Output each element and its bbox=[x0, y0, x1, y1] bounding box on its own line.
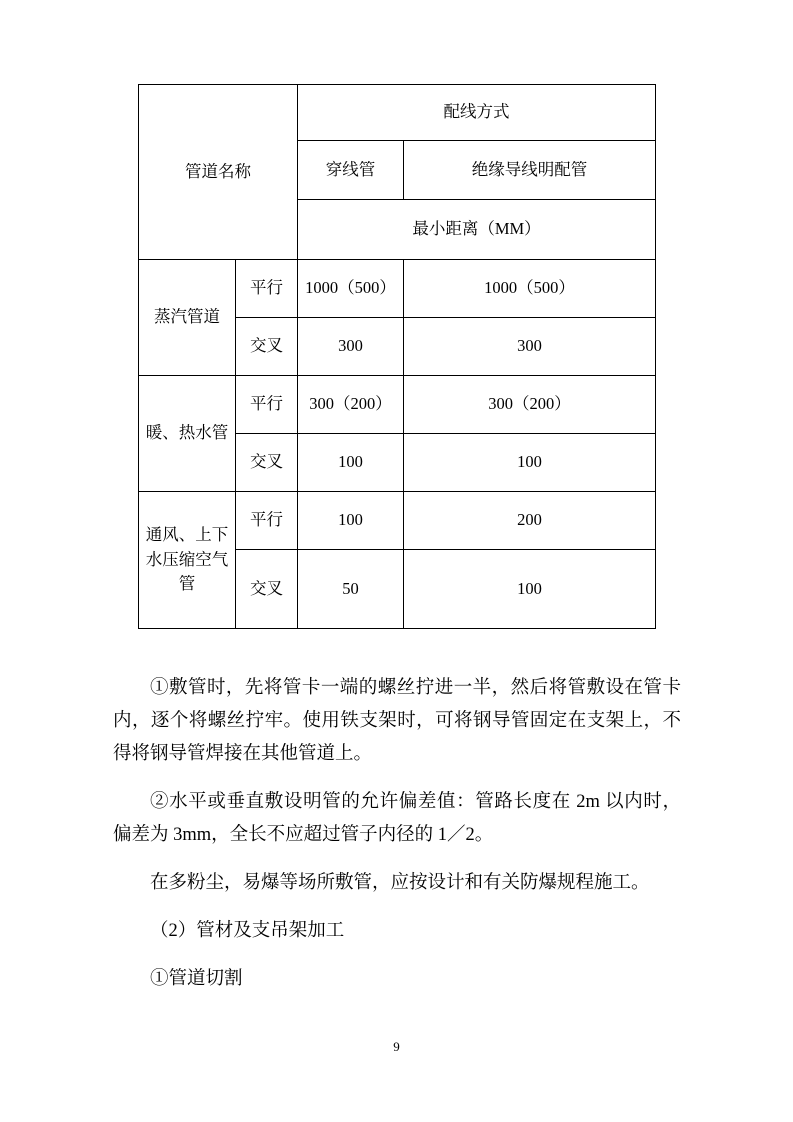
row-label: 平行 bbox=[236, 376, 298, 434]
header-pipe-name: 管道名称 bbox=[139, 85, 298, 260]
cell-value: 300（200） bbox=[298, 376, 404, 434]
header-insulated: 绝缘导线明配管 bbox=[404, 141, 656, 200]
group-name-ventilation: 通风、上下水压缩空气管 bbox=[139, 492, 236, 629]
header-conduit: 穿线管 bbox=[298, 141, 404, 200]
paragraph-deviation: ②水平或垂直敷设明管的允许偏差值：管路长度在 2m 以内时，偏差为 3mm，全长不应超过管子内径的 1／2。 bbox=[113, 792, 681, 845]
header-wiring-method: 配线方式 bbox=[298, 85, 656, 141]
cell-value: 300（200） bbox=[404, 376, 656, 434]
row-label: 交叉 bbox=[236, 550, 298, 629]
cell-value: 100 bbox=[298, 434, 404, 492]
cell-value: 50 bbox=[298, 550, 404, 629]
cell-value: 300 bbox=[298, 318, 404, 376]
cell-value: 100 bbox=[404, 434, 656, 492]
cell-value: 1000（500） bbox=[298, 260, 404, 318]
cell-value: 100 bbox=[298, 492, 404, 550]
row-label: 平行 bbox=[236, 260, 298, 318]
group-name-hot-water: 暖、热水管 bbox=[139, 376, 236, 492]
body-text bbox=[113, 672, 681, 1011]
pipe-distance-table bbox=[138, 84, 656, 629]
header-min-distance: 最小距离（MM） bbox=[298, 200, 656, 260]
row-label: 平行 bbox=[236, 492, 298, 550]
heading-pipe-material: （2）管材及支吊架加工 bbox=[150, 921, 345, 941]
heading-pipe-cutting: ①管道切割 bbox=[150, 969, 243, 989]
paragraph-pipe-laying: ①敷管时，先将管卡一端的螺丝拧进一半，然后将管敷设在管卡内，逐个将螺丝拧牢。使用铁支架时，可将钢导管固定在支架上，不得将钢导管焊接在其他管道上。 bbox=[113, 678, 681, 764]
cell-value: 100 bbox=[404, 550, 656, 629]
paragraph-dust-explosive: 在多粉尘，易爆等场所敷管，应按设计和有关防爆规程施工。 bbox=[150, 873, 650, 893]
group-name-steam: 蒸汽管道 bbox=[139, 260, 236, 376]
row-label: 交叉 bbox=[236, 318, 298, 376]
cell-value: 300 bbox=[404, 318, 656, 376]
page-number: 9 bbox=[393, 1039, 400, 1054]
row-label: 交叉 bbox=[236, 434, 298, 492]
cell-value: 1000（500） bbox=[404, 260, 656, 318]
cell-value: 200 bbox=[404, 492, 656, 550]
